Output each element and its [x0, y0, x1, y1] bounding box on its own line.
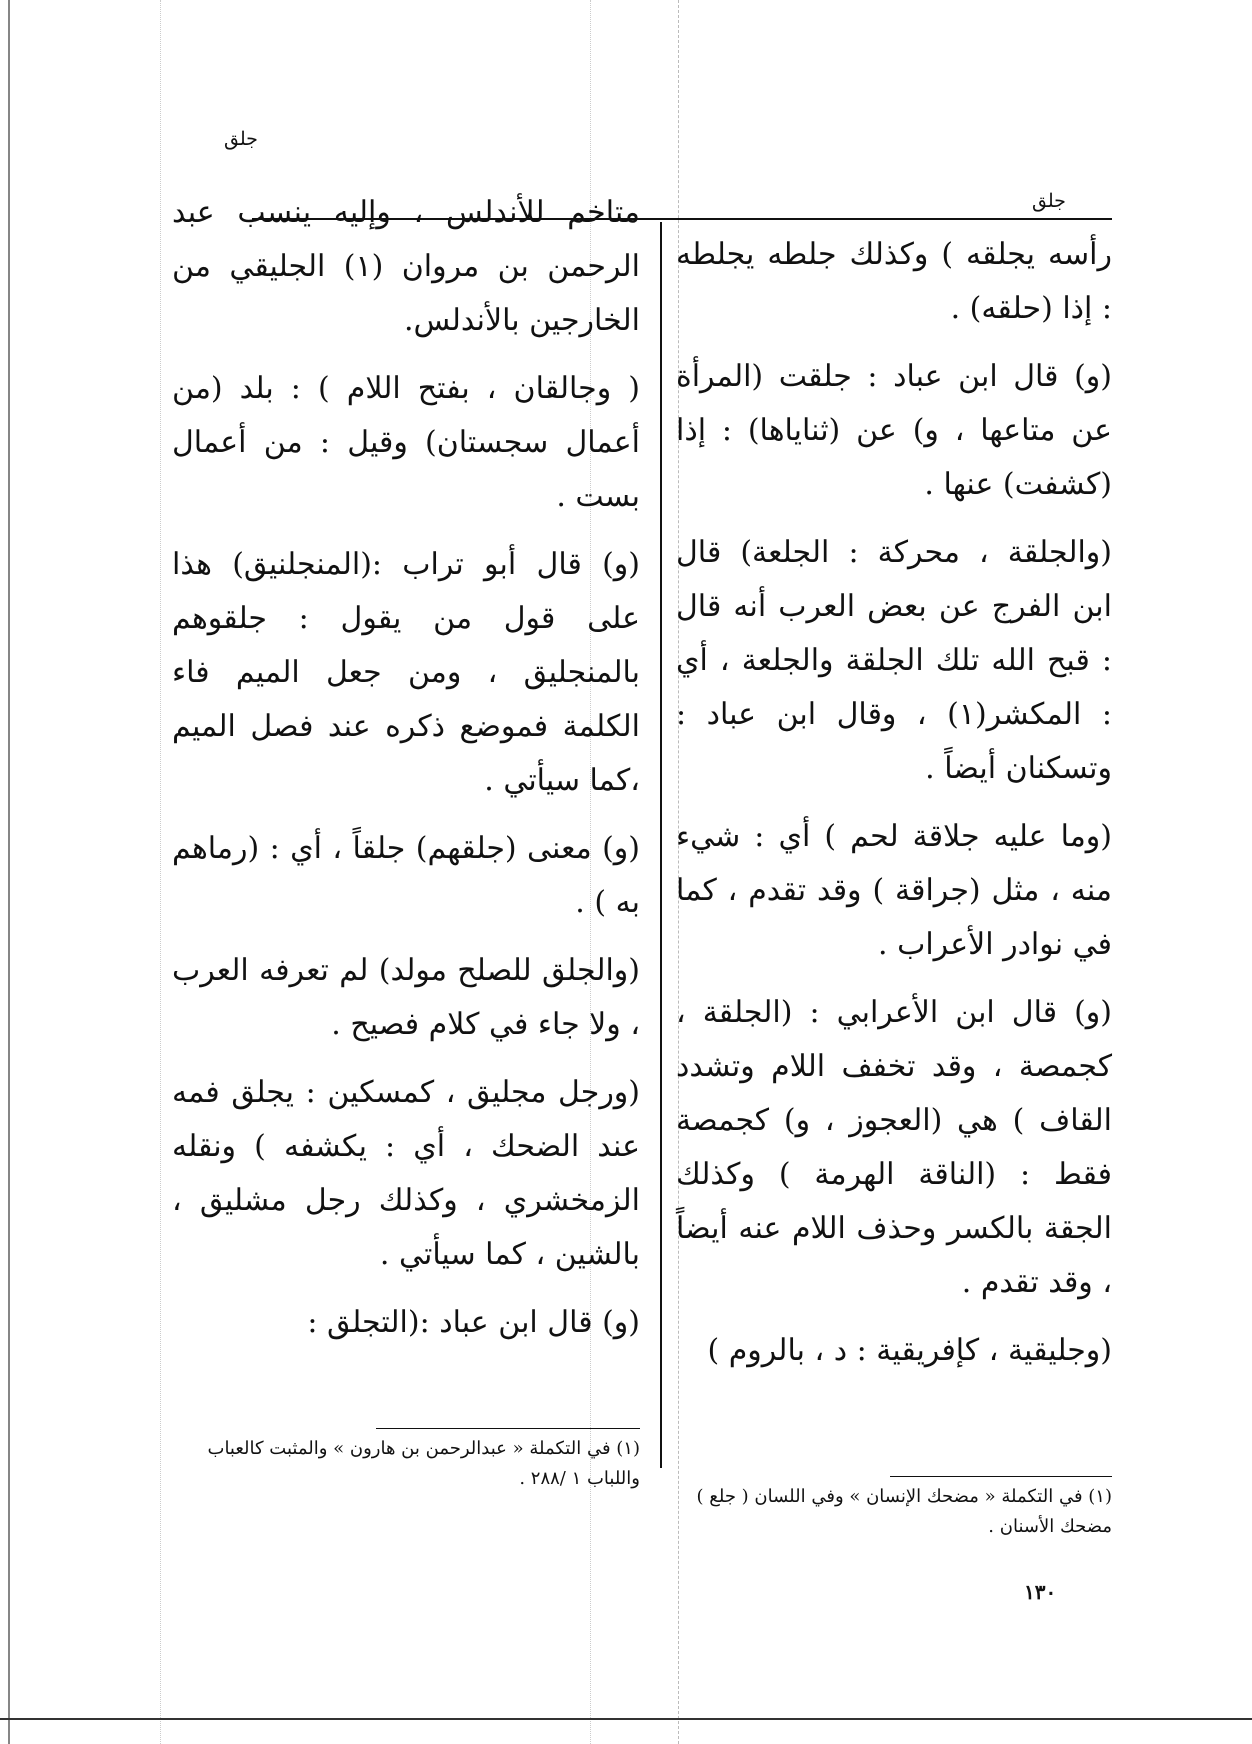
left-column — [172, 186, 640, 1364]
left-paragraph: (و) معنى (جلقهم) جلقاً ، أي : (رماهم به ) . — [172, 831, 640, 920]
footnote-right: (١) في التكملة « مضحك الإنسان » وفي اللسان ( جلع ) مضحك الأسنان . — [696, 1486, 1112, 1537]
left-paragraph: ( وجالقان ، بفتح اللام ) : بلد (من أعمال سجستان) وقيل : من أعمال بست . — [172, 371, 640, 514]
right-column — [676, 228, 1112, 1392]
right-paragraph: (والجلقة ، محركة : الجلعة) قال ابن الفرج عن بعض العرب أنه قال : قبح الله تلك الجلقة والجلعة ، أي : المكشر(١) ، وقال ابن عباد : وتسكنان أيضاً . — [676, 535, 1112, 786]
footnote-rule-right — [890, 1476, 1112, 1477]
scan-artifact-line — [160, 0, 162, 1744]
footnote-rule-left — [376, 1428, 640, 1429]
left-paragraph: (و) قال أبو تراب :(المنجلنيق) هذا على قول من يقول : جلقوهم بالمنجليق ، ومن جعل الميم فاء الكلمة فموضع ذكره عند فصل الميم ،كما سيأتي . — [172, 547, 640, 798]
page-edge-line — [8, 0, 10, 1744]
right-paragraph: (و) قال ابن الأعرابي : (الجلقة ، كجمصة ، وقد تخفف اللام وتشدد القاف ) هي (العجوز ، و) كجمصة فقط : (الناقة الهرمة ) وكذلك الجقة بالكسر وحذف اللام عنه أيضاً ، وقد تقدم . — [676, 995, 1112, 1300]
left-paragraph: متاخم للأندلس ، وإليه ينسب عبد الرحمن بن مروان (١) الجليقي من الخارجين بالأندلس. — [172, 195, 640, 338]
right-paragraph: (وما عليه جلاقة لحم ) أي : شيء منه ، مثل (جراقة ) وقد تقدم ، كما في نوادر الأعراب . — [676, 819, 1112, 962]
right-paragraph: رأسه يجلقه ) وكذلك جلطه يجلطه : إذا (حلقه) . — [676, 237, 1112, 326]
left-paragraph: (و) قال ابن عباد :(التجلق : — [307, 1305, 640, 1340]
right-paragraph: (و) قال ابن عباد : جلقت (المرأة عن متاعها ، و) عن (ثناياها) : إذا (كشفت) عنها . — [676, 359, 1112, 502]
left-paragraph: (ورجل مجليق ، كمسكين : يجلق فمه عند الضحك ، أي : يكشفه ) ونقله الزمخشري ، وكذلك رجل مشليق ، بالشين ، كما سيأتي . — [172, 1075, 640, 1272]
header-left-word: جلق — [224, 128, 258, 150]
header-right-word: جلق — [1032, 190, 1066, 212]
left-paragraph: (والجلق للصلح مولد) لم تعرفه العرب ، ولا جاء في كلام فصيح . — [172, 953, 640, 1042]
page-bottom-edge — [0, 1718, 1252, 1720]
footnote-left: (١) في التكملة « عبدالرحمن بن هارون » والمثبت كالعباب واللباب ١ /٢٨٨ . — [207, 1438, 640, 1489]
right-paragraph: (وجليقية ، كإفريقية : د ، بالروم ) — [707, 1333, 1112, 1368]
page-number: ١٣٠ — [1024, 1580, 1057, 1604]
column-divider — [660, 222, 662, 1468]
